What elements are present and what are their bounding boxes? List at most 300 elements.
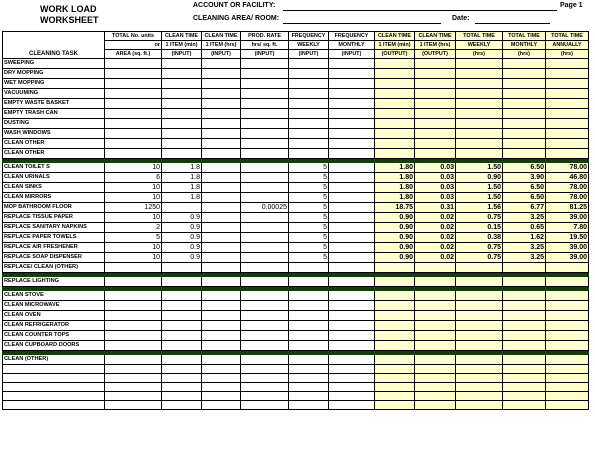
cell-rate[interactable] [241,331,289,341]
cell-hrs[interactable] [202,99,241,109]
task-cell[interactable]: SWEEPING [3,59,105,69]
cell-ohrs[interactable] [415,59,456,69]
cell-ohrs[interactable] [415,99,456,109]
cell-omin[interactable] [375,129,415,139]
cell-rate[interactable] [241,301,289,311]
cell-ta[interactable] [546,79,589,89]
cell-hrs[interactable] [202,263,241,273]
cell-hrs[interactable] [202,119,241,129]
cell-rate[interactable] [241,401,289,410]
task-cell[interactable]: REPLACE PAPER TOWELS [3,233,105,243]
cell-tm[interactable] [503,99,546,109]
cell-units[interactable] [105,59,162,69]
cell-omin[interactable] [375,149,415,159]
cell-monthly[interactable] [329,79,375,89]
cell-rate[interactable] [241,223,289,233]
cell-weekly[interactable]: 5 [289,173,329,183]
cell-tm[interactable] [503,119,546,129]
cell-monthly[interactable] [329,173,375,183]
cell-min[interactable] [162,69,202,79]
cell-rate[interactable] [241,89,289,99]
cell-ta[interactable] [546,341,589,351]
cell-monthly[interactable] [329,331,375,341]
cell-units[interactable] [105,79,162,89]
cell-rate[interactable] [241,365,289,374]
cell-ta[interactable]: 39.00 [546,253,589,263]
cell-units[interactable] [105,69,162,79]
cell-tm[interactable]: 3.25 [503,243,546,253]
cell-hrs[interactable] [202,341,241,351]
cell-omin[interactable] [375,99,415,109]
cell-tw[interactable]: 1.50 [456,193,503,203]
cell-ta[interactable] [546,89,589,99]
cell-units[interactable] [105,129,162,139]
cell-monthly[interactable] [329,59,375,69]
date-field-line[interactable] [475,23,550,24]
cell-weekly[interactable] [289,99,329,109]
cell-tw[interactable] [456,59,503,69]
cell-weekly[interactable] [289,311,329,321]
cell-tm[interactable] [503,89,546,99]
cell-hrs[interactable] [202,355,241,365]
cell-monthly[interactable] [329,253,375,263]
task-cell[interactable]: CLEAN TOILET S [3,163,105,173]
cell-tw[interactable] [456,341,503,351]
cell-min[interactable]: 1.8 [162,193,202,203]
cell-omin[interactable]: 0.90 [375,233,415,243]
cell-min[interactable]: 0.9 [162,253,202,263]
cell-min[interactable]: 1.8 [162,163,202,173]
cell-ohrs[interactable] [415,69,456,79]
cell-omin[interactable]: 1.80 [375,173,415,183]
cell-tw[interactable] [456,321,503,331]
cell-units[interactable] [105,301,162,311]
cell-ta[interactable]: 81.25 [546,203,589,213]
cell-tw[interactable] [456,365,503,374]
cell-ohrs[interactable] [415,331,456,341]
cell-omin[interactable] [375,374,415,383]
cell-ta[interactable] [546,365,589,374]
cell-min[interactable] [162,311,202,321]
task-cell[interactable]: CLEAN CUPBOARD DOORS [3,341,105,351]
cell-weekly[interactable] [289,149,329,159]
cell-tm[interactable] [503,331,546,341]
cell-ta[interactable] [546,139,589,149]
cell-ohrs[interactable] [415,149,456,159]
cell-min[interactable] [162,99,202,109]
cell-tw[interactable]: 0.75 [456,253,503,263]
task-cell[interactable]: CLEAN SINKS [3,183,105,193]
cell-tw[interactable]: 1.50 [456,163,503,173]
cell-rate[interactable] [241,263,289,273]
cell-tw[interactable] [456,277,503,287]
task-cell[interactable]: WET MOPPING [3,79,105,89]
cell-rate[interactable] [241,149,289,159]
task-cell[interactable]: EMPTY WASTE BASKET [3,99,105,109]
cell-tm[interactable]: 6.50 [503,163,546,173]
task-cell[interactable] [3,365,105,374]
task-cell[interactable] [3,392,105,401]
cell-min[interactable]: 1.8 [162,173,202,183]
cell-omin[interactable] [375,311,415,321]
cell-ohrs[interactable]: 0.02 [415,243,456,253]
cell-min[interactable] [162,341,202,351]
cell-tm[interactable] [503,139,546,149]
cell-tw[interactable] [456,129,503,139]
cell-hrs[interactable] [202,139,241,149]
cell-ohrs[interactable] [415,119,456,129]
cell-omin[interactable] [375,355,415,365]
cell-units[interactable]: 10 [105,213,162,223]
cell-tw[interactable] [456,401,503,410]
cell-weekly[interactable] [289,401,329,410]
task-cell[interactable]: EMPTY TRASH CAN [3,109,105,119]
cell-hrs[interactable] [202,365,241,374]
cell-ta[interactable]: 39.00 [546,213,589,223]
cell-ohrs[interactable]: 0.02 [415,253,456,263]
cell-weekly[interactable] [289,321,329,331]
cell-units[interactable] [105,109,162,119]
cell-rate[interactable] [241,253,289,263]
cell-rate[interactable] [241,99,289,109]
cell-monthly[interactable] [329,109,375,119]
cell-weekly[interactable]: 5 [289,193,329,203]
cell-units[interactable]: 10 [105,183,162,193]
cell-monthly[interactable] [329,149,375,159]
cell-ohrs[interactable]: 0.02 [415,223,456,233]
cell-ta[interactable] [546,109,589,119]
cell-rate[interactable] [241,213,289,223]
cell-units[interactable] [105,119,162,129]
cell-min[interactable]: 0.9 [162,233,202,243]
cell-ohrs[interactable] [415,89,456,99]
cell-rate[interactable] [241,277,289,287]
cell-min[interactable] [162,89,202,99]
cell-monthly[interactable] [329,311,375,321]
cell-min[interactable] [162,355,202,365]
cell-ta[interactable] [546,119,589,129]
cell-monthly[interactable] [329,291,375,301]
cell-units[interactable] [105,149,162,159]
cell-tm[interactable]: 6.77 [503,203,546,213]
cell-hrs[interactable] [202,89,241,99]
cell-tw[interactable]: 1.56 [456,203,503,213]
cell-monthly[interactable] [329,392,375,401]
cell-ta[interactable] [546,355,589,365]
cell-hrs[interactable] [202,193,241,203]
task-cell[interactable]: REPLACE/ CLEAN (OTHER) [3,263,105,273]
account-field-line[interactable] [283,10,557,11]
cell-weekly[interactable] [289,383,329,392]
cell-omin[interactable] [375,383,415,392]
cell-omin[interactable] [375,291,415,301]
cell-omin[interactable] [375,139,415,149]
cell-hrs[interactable] [202,59,241,69]
cell-ta[interactable] [546,99,589,109]
cell-tw[interactable] [456,355,503,365]
cell-ohrs[interactable]: 0.02 [415,213,456,223]
cell-units[interactable] [105,291,162,301]
cell-rate[interactable] [241,109,289,119]
cell-rate[interactable] [241,79,289,89]
cell-weekly[interactable] [289,277,329,287]
cell-ta[interactable] [546,129,589,139]
cell-omin[interactable] [375,301,415,311]
cell-tw[interactable]: 0.90 [456,173,503,183]
cell-monthly[interactable] [329,401,375,410]
cell-min[interactable]: 0.9 [162,223,202,233]
cell-ta[interactable]: 78.00 [546,163,589,173]
cell-ta[interactable] [546,263,589,273]
cell-min[interactable] [162,365,202,374]
cell-tm[interactable] [503,383,546,392]
cell-tm[interactable]: 3.90 [503,173,546,183]
cell-ta[interactable] [546,311,589,321]
cell-tm[interactable] [503,355,546,365]
cell-tw[interactable] [456,139,503,149]
cell-ohrs[interactable] [415,129,456,139]
cell-rate[interactable] [241,383,289,392]
cell-hrs[interactable] [202,321,241,331]
cell-rate[interactable] [241,374,289,383]
cell-rate[interactable] [241,311,289,321]
cell-units[interactable] [105,311,162,321]
cell-min[interactable] [162,383,202,392]
cell-min[interactable] [162,277,202,287]
cell-tm[interactable] [503,374,546,383]
cell-min[interactable] [162,129,202,139]
cell-tm[interactable] [503,341,546,351]
cell-ohrs[interactable] [415,109,456,119]
task-cell[interactable]: CLEAN OTHER [3,139,105,149]
cell-hrs[interactable] [202,129,241,139]
task-cell[interactable]: CLEAN STOVE [3,291,105,301]
cell-monthly[interactable] [329,355,375,365]
cell-omin[interactable] [375,79,415,89]
cell-omin[interactable]: 1.80 [375,193,415,203]
cell-rate[interactable] [241,69,289,79]
cell-weekly[interactable]: 5 [289,223,329,233]
cell-hrs[interactable] [202,401,241,410]
cell-monthly[interactable] [329,277,375,287]
cell-units[interactable]: 1250 [105,203,162,213]
cell-ohrs[interactable] [415,263,456,273]
cell-weekly[interactable] [289,129,329,139]
task-cell[interactable]: CLEAN COUNTER TOPS [3,331,105,341]
cell-ta[interactable] [546,321,589,331]
cell-ohrs[interactable]: 0.03 [415,173,456,183]
cell-tw[interactable] [456,109,503,119]
cell-min[interactable] [162,321,202,331]
cell-ohrs[interactable] [415,291,456,301]
cell-omin[interactable] [375,263,415,273]
cell-weekly[interactable] [289,374,329,383]
task-cell[interactable]: REPLACE SOAP DISPENSER [3,253,105,263]
cell-omin[interactable] [375,321,415,331]
cell-omin[interactable]: 1.80 [375,183,415,193]
cell-tw[interactable] [456,79,503,89]
cell-tm[interactable] [503,109,546,119]
cell-ta[interactable] [546,59,589,69]
cell-hrs[interactable] [202,392,241,401]
cell-tm[interactable]: 1.62 [503,233,546,243]
cell-rate[interactable] [241,139,289,149]
cell-omin[interactable] [375,59,415,69]
cell-rate[interactable] [241,183,289,193]
cell-monthly[interactable] [329,203,375,213]
task-cell[interactable]: REPLACE TISSUE PAPER [3,213,105,223]
cell-ohrs[interactable] [415,365,456,374]
cell-weekly[interactable]: 5 [289,253,329,263]
task-cell[interactable] [3,374,105,383]
cell-rate[interactable] [241,233,289,243]
cell-ta[interactable] [546,149,589,159]
cell-units[interactable] [105,341,162,351]
cell-hrs[interactable] [202,233,241,243]
task-cell[interactable]: CLEAN MIRRORS [3,193,105,203]
cell-tm[interactable] [503,392,546,401]
cell-hrs[interactable] [202,223,241,233]
cell-ohrs[interactable] [415,311,456,321]
cell-min[interactable] [162,401,202,410]
cell-ta[interactable] [546,291,589,301]
cell-units[interactable] [105,365,162,374]
cell-weekly[interactable] [289,291,329,301]
cell-ohrs[interactable] [415,401,456,410]
cell-tw[interactable] [456,263,503,273]
cell-ta[interactable] [546,392,589,401]
cell-tm[interactable] [503,291,546,301]
cell-ta[interactable]: 19.50 [546,233,589,243]
cell-weekly[interactable]: 5 [289,233,329,243]
cell-omin[interactable] [375,277,415,287]
cell-rate[interactable] [241,173,289,183]
cell-tm[interactable] [503,263,546,273]
task-cell[interactable]: CLEAN (OTHER) [3,355,105,365]
cell-tm[interactable] [503,79,546,89]
cell-weekly[interactable] [289,69,329,79]
cell-weekly[interactable]: 5 [289,243,329,253]
cell-rate[interactable] [241,321,289,331]
cell-rate[interactable] [241,163,289,173]
cell-rate[interactable] [241,392,289,401]
cell-ohrs[interactable]: 0.03 [415,163,456,173]
cell-tm[interactable] [503,401,546,410]
cell-units[interactable]: 6 [105,173,162,183]
cell-tm[interactable]: 6.50 [503,183,546,193]
cell-monthly[interactable] [329,99,375,109]
cell-min[interactable] [162,119,202,129]
cell-ta[interactable] [546,69,589,79]
cell-units[interactable] [105,99,162,109]
cell-units[interactable]: 10 [105,193,162,203]
cell-ohrs[interactable] [415,355,456,365]
cell-min[interactable] [162,203,202,213]
task-cell[interactable]: REPLACE LIGHTING [3,277,105,287]
task-cell[interactable]: CLEAN MICROWAVE [3,301,105,311]
cell-tw[interactable] [456,392,503,401]
cell-units[interactable]: 10 [105,243,162,253]
cell-monthly[interactable] [329,69,375,79]
cell-omin[interactable] [375,331,415,341]
cell-monthly[interactable] [329,213,375,223]
cell-rate[interactable] [241,193,289,203]
cell-omin[interactable] [375,119,415,129]
cell-weekly[interactable] [289,365,329,374]
cell-ohrs[interactable] [415,383,456,392]
cell-tm[interactable]: 0.65 [503,223,546,233]
cell-hrs[interactable] [202,149,241,159]
cell-weekly[interactable]: 5 [289,183,329,193]
cell-omin[interactable] [375,365,415,374]
cell-weekly[interactable] [289,59,329,69]
cell-units[interactable] [105,383,162,392]
cell-min[interactable] [162,79,202,89]
cell-units[interactable] [105,263,162,273]
cell-omin[interactable] [375,89,415,99]
task-cell[interactable]: REPLACE SANITARY NAPKINS [3,223,105,233]
cell-omin[interactable]: 0.90 [375,243,415,253]
cell-hrs[interactable] [202,203,241,213]
cell-monthly[interactable] [329,183,375,193]
cell-omin[interactable] [375,401,415,410]
cell-ta[interactable] [546,301,589,311]
task-cell[interactable]: REPLACE AIR FRESHENER [3,243,105,253]
cell-ta[interactable]: 78.00 [546,183,589,193]
cell-min[interactable] [162,331,202,341]
cell-weekly[interactable] [289,263,329,273]
cell-hrs[interactable] [202,79,241,89]
cell-tm[interactable] [503,321,546,331]
cell-tw[interactable]: 0.75 [456,213,503,223]
cell-tm[interactable] [503,149,546,159]
cell-tw[interactable] [456,291,503,301]
cell-hrs[interactable] [202,331,241,341]
cell-units[interactable] [105,321,162,331]
cell-monthly[interactable] [329,139,375,149]
cell-ta[interactable]: 7.80 [546,223,589,233]
cell-tw[interactable] [456,374,503,383]
cell-hrs[interactable] [202,291,241,301]
cell-monthly[interactable] [329,374,375,383]
cell-weekly[interactable] [289,119,329,129]
cell-min[interactable] [162,263,202,273]
cell-omin[interactable] [375,109,415,119]
cell-monthly[interactable] [329,129,375,139]
cell-tw[interactable] [456,149,503,159]
cell-ohrs[interactable] [415,321,456,331]
cell-omin[interactable]: 0.90 [375,213,415,223]
cell-ohrs[interactable] [415,374,456,383]
cell-hrs[interactable] [202,301,241,311]
cell-ohrs[interactable] [415,341,456,351]
cell-hrs[interactable] [202,243,241,253]
cell-tw[interactable] [456,99,503,109]
task-cell[interactable]: CLEAN OTHER [3,149,105,159]
cell-units[interactable] [105,374,162,383]
cell-ohrs[interactable]: 0.03 [415,193,456,203]
cell-tw[interactable] [456,301,503,311]
cell-ohrs[interactable]: 0.02 [415,233,456,243]
cell-tm[interactable] [503,59,546,69]
cell-ohrs[interactable] [415,301,456,311]
cell-monthly[interactable] [329,119,375,129]
cell-weekly[interactable] [289,139,329,149]
cell-monthly[interactable] [329,89,375,99]
task-cell[interactable] [3,401,105,410]
cell-monthly[interactable] [329,163,375,173]
cell-units[interactable] [105,355,162,365]
